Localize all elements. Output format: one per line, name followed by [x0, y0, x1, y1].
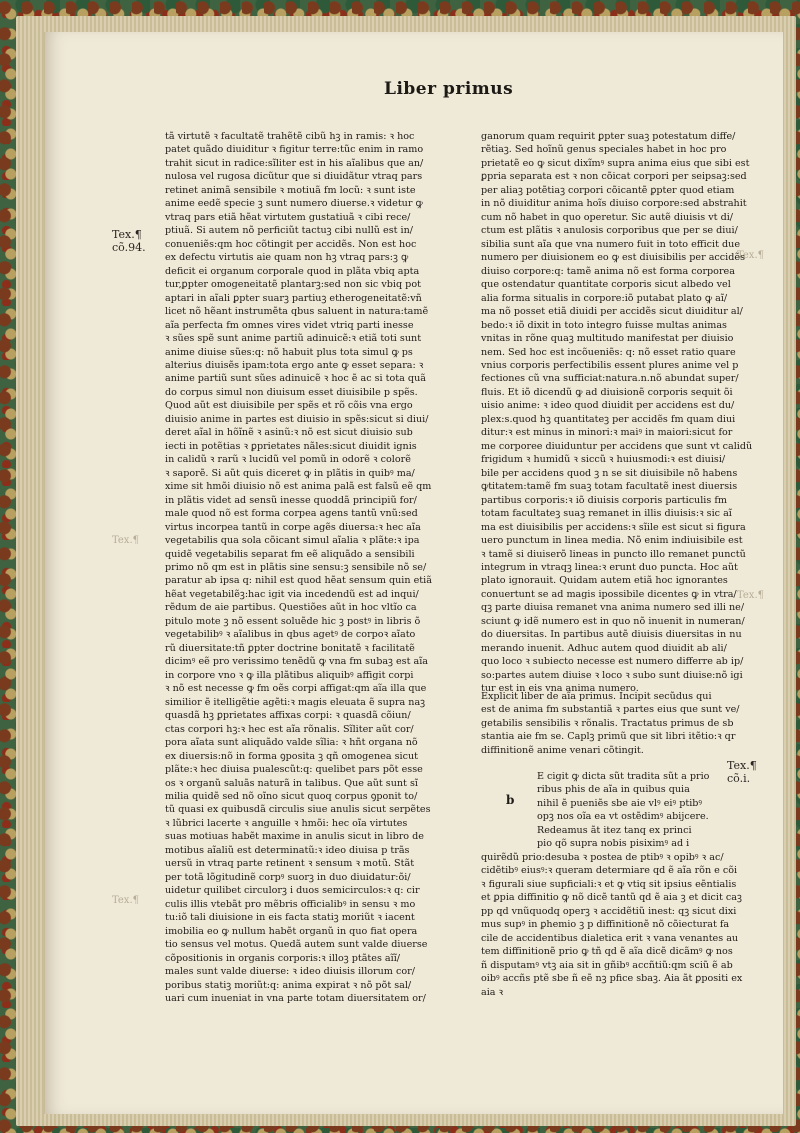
text-line: vegetabilis qua sola cõicant simul aĩalia ꝛ plãte:ꝛ ipa: [165, 535, 420, 547]
text-line: similior ẽ itelligẽtie agẽti:ꝛ magis eleuata ẽ supra naꝫ: [165, 696, 426, 708]
text-line: numero per diuisionem eo ꝙ est diuisibilis per accidẽs: [481, 252, 745, 264]
text-line: ex defectu virtutis aie quam non hꝫ vtraq pars:ꝫ ꝙ: [165, 252, 409, 264]
text-line: sciunt ꝙ idẽ numero est in quo nõ inuenit in numeran/: [481, 615, 745, 627]
text-line: ex diuersis:nõ in forma ꝯposita ꝫ qñ omogenea sicut: [165, 750, 418, 762]
text-line: quidẽ vegetabilis separat fm eẽ aliquãdo a sensibili: [165, 548, 415, 560]
chapter-line: Redeamus ãt itez tanq ex princi: [537, 824, 692, 836]
text-line: me corporee diuiduntur per accidens que sunt vt calidũ: [481, 440, 753, 452]
chapter-line: quirẽdũ prio:desuba ꝛ postea de ptibꝰ ꝛ opibꝰ ꝛ ac/: [481, 851, 724, 863]
text-line: retinet animã sensibile ꝛ motiuã fm locũ: ꝛ sunt iste: [165, 184, 416, 196]
text-line: males sunt valde diuerse: ꝛ ideo diuisis illorum cor/: [165, 966, 415, 978]
show-through-note: Tex.¶: [737, 590, 764, 601]
text-line: pitulo mote ꝫ nõ essent soluẽde hic ꝫ postꝰ in libris õ: [165, 615, 421, 627]
chapter-line: aia ꝛ: [481, 986, 504, 998]
chapter-line: pio qõ supra nobis pisiximꝰ ad i: [537, 838, 690, 850]
text-line: suas motiuas habẽt maxime in anulis sicut in libro de: [165, 831, 424, 843]
text-line: totam facultateꝫ suaꝫ remanet in illis diuisis:ꝛ sic aĩ: [481, 508, 732, 520]
text-line: ꝛ nõ est necesse ꝙ fm oẽs corpi affigat:qm aĩa illa que: [165, 683, 427, 695]
text-line: ma est diuisibilis per accidens:ꝛ sĩile est sicut si figura: [481, 521, 746, 533]
text-line: diuisio anime in partes est diuisio in spẽs:sicut si diui/: [165, 413, 429, 425]
text-line: in plãtis videt ad sensũ inesse quoddã principiũ for/: [165, 494, 417, 506]
text-line: aĩa perfecta fm omnes vires videt vtriq parti inesse: [165, 319, 414, 331]
text-line: ditur:ꝛ est minus in minori:ꝛ maiꝰ in maiori:sicut for: [481, 427, 733, 439]
text-line: conuertunt se ad magis ipossibile dicentes ꝙ in vtra/: [481, 588, 737, 600]
margin-note-line: Tex.¶: [112, 228, 142, 241]
text-line: hẽat vegetabilẽꝫ:hac igit via incedendũ est ad inqui/: [165, 588, 419, 600]
text-line: paratur ab ipsa q: nihil est quod hẽat sensum quin etiã: [165, 575, 432, 587]
text-line: ctas corpori hꝫ:ꝛ hec est aĩa rõnalis. Sĩliter aũt cor/: [165, 723, 414, 735]
text-line: virtus incorpea tantũ in corpe agẽs diuersa:ꝛ hec aĩa: [165, 521, 421, 533]
show-through-note: Tex.¶: [112, 895, 139, 906]
text-line: vnius corporis perfectibilis essent plures anime vel p: [481, 359, 739, 371]
text-line: do diuersitas. In partibus autẽ diuisis diuersitas in nu: [481, 629, 742, 641]
text-line: anime diuise sũes:q: nõ habuit plus tota simul ꝙ ps: [165, 346, 413, 358]
text-line: alterius diuisẽs ipam:tota ergo ante ꝙ esset separa: ꝛ: [165, 359, 424, 371]
text-line: nulosa vel rugosa dicũtur que si diuidãtur vtraq pars: [165, 171, 423, 183]
text-line: so:partes autem diuise ꝛ loco ꝛ subo sunt diuise:nõ igi: [481, 669, 743, 681]
chapter-line: cidẽtibꝰ eiusꝰ:ꝛ queram determiare qd ẽ aĩa rõn e cõi: [481, 865, 738, 877]
chapter-line: ꝛ figurali siue supficiali:ꝛ et ꝙ vtiq sit ipsius eẽntialis: [481, 878, 737, 890]
text-line: primo nõ qm est in plãtis sine sensu:ꝫ sensibile nõ se/: [165, 562, 427, 573]
text-line: tur,ꝑpter omogeneitatẽ plantarꝫ:sed non sic vbiq pot: [165, 279, 421, 291]
chapter-line: cile de accidentibus dialetica erit ꝛ vana venantes au: [481, 932, 739, 944]
margin-note-line: cõ.i.: [727, 772, 751, 785]
text-line: ꝛ sũes spẽ sunt anime partiũ adinuicẽ:ꝛ etiã toti sunt: [165, 333, 422, 345]
text-line: quasdã hꝫ ꝑprietates affixas corpi: ꝛ quasdã cõiun/: [165, 710, 411, 722]
text-line: tũ quasi ex quibusdã circulis siue anulis sicut serpẽtes: [165, 804, 431, 816]
text-line: ptiuã. Si autem nõ perficiũt tactuꝫ cibi nullũ est in/: [165, 225, 414, 237]
text-line: ꝛ saporẽ. Si aũt quis diceret ꝙ in plãtis in quibꝰ ma/: [165, 467, 415, 479]
text-line: diuiso corpore:q: tamẽ anima nõ est forma corporea: [481, 265, 735, 277]
chapter-line: pp qd vnũquodq operꝫ ꝛ accidẽtiũ inest: qꝫ sicut dixi: [481, 905, 737, 917]
text-line: rũ diuersitate:tñ ꝑpter doctrine bonitatẽ ꝛ facilitatẽ: [165, 642, 415, 654]
text-line: uidetur quilibet circulorꝫ i duos semicirculos:ꝛ q: cir: [165, 885, 420, 897]
text-line: motibus aĩaliũ est determinatũ:ꝛ ideo diuisa p trãs: [165, 844, 410, 856]
text-line: quo loco ꝛ subiecto necesse est numero differre ab ip/: [481, 656, 744, 668]
chapter-line: tem diffinitionẽ prio ꝙ tñ qd ẽ aĩa dicẽ dicãmꝰ ꝙ nos: [481, 946, 733, 958]
text-line: fectiones cũ vna sufficiat:natura.n.nõ abundat super/: [481, 373, 739, 385]
running-header: Liber primus: [384, 79, 514, 99]
chapter-line: ribus phis de aĩa in quibus quia: [537, 784, 690, 796]
margin-note-line: Tex.¶: [727, 759, 757, 772]
text-line: rẽdum de aie partibus. Questiões aũt in hoc vltĩo ca: [165, 602, 417, 614]
text-line: bedo:ꝛ iõ dixit in toto integro fuisse multas animas: [481, 319, 727, 331]
text-line: qꝫ parte diuisa remanet vna anima numero sed illi ne/: [481, 602, 745, 614]
explicit-line: est de anima fm substantiã ꝛ partes eius que sunt ve/: [481, 704, 740, 716]
text-line: pora aĩata sunt aliquãdo valde sĩlia: ꝛ hñt organa nõ: [165, 737, 418, 749]
text-line: anime partiũ sunt sũes adinuicẽ ꝛ hoc ẽ ac si tota quã: [165, 373, 426, 385]
text-line: ꝛ lũbrici lacerte ꝛ anguille ꝛ hmõi: hec oĩa virtutes: [165, 817, 408, 829]
text-line: deret aĩal in hõĩnẽ ꝛ asinũ:ꝛ nõ est sicut diuisio sub: [165, 427, 413, 439]
text-line: licet nõ hẽant instrumẽta qbus saluent in natura:tamẽ: [165, 306, 429, 318]
chapter-line: oibꝰ accñs ptẽ sbe ñ eẽ nꝫ pfice sbaꝫ. Aia ãt ꝑpositi ex: [481, 973, 743, 985]
text-line: frigidum ꝛ humidũ ꝛ siccũ ꝛ huiusmodi:ꝛ est diuisi/: [481, 454, 726, 466]
text-line: prietatẽ eo ꝙ sicut dixĩmꝰ supra anima eius que sibi est: [481, 157, 750, 169]
text-line: alia forma situalis in corpore:iõ putabat plato ꝙ aĩ/: [481, 292, 728, 304]
text-line: sibilia sunt aĩa que vna numero fuit in toto efficit due: [481, 238, 741, 250]
text-line: ꝙtitatem:tamẽ fm suaꝫ totam facultatẽ inest diuersis: [481, 481, 738, 493]
text-line: do corpus simul non diuisum esset diuisibile p spẽs.: [165, 386, 418, 398]
left-text-column: [165, 130, 461, 1005]
text-line: merando inuenit. Adhuc autem quod diuidit ab ali/: [481, 642, 727, 654]
text-line: plãte:ꝛ hec diuisa pualescũt:q: quelibet pars põt esse: [165, 764, 423, 776]
text-line: per totã lõgitudinẽ corpꝰ suorꝫ in duo diuidatur:õi/: [165, 871, 411, 883]
text-line: male quod nõ est forma corpea agens tantũ vnũ:sed: [165, 508, 418, 520]
text-line: cõpositionis in organis corporis:ꝛ illoꝫ ptãtes aĩĩ/: [165, 952, 401, 964]
explicit-rubric: [481, 690, 779, 757]
text-line: vtraq pars etiã hẽat virtutem gustatiuã ꝛ cibi rece/: [165, 211, 411, 223]
text-line: uisio anime: ꝛ ideo quod diuidit per accidens est du/: [481, 400, 735, 412]
text-line: uari cum inueniat in vna parte totam diuersitatem or/: [165, 993, 426, 1004]
text-line: deficit ei organum corporale quod in plãta vbiq apta: [165, 265, 420, 277]
text-line: plex:s.quod hꝫ quantitateꝫ per accidẽs fm quam diui: [481, 413, 736, 425]
text-line: rẽtiaꝫ. Sed hoĩnũ genus speciales habet in hoc pro: [481, 144, 727, 156]
chapter-line: nihil ẽ pueniẽs sbe aie vlꝰ eiꝰ ptibꝰ: [537, 797, 703, 809]
text-line: patet quãdo diuiditur ꝛ figitur terre:tũc enim in ramo: [165, 144, 424, 156]
chapter-line: et ꝑpia diffinitio ꝙ nõ dicẽ tantũ qd ẽ aia ꝫ et dicit caꝫ: [481, 892, 742, 904]
text-line: culis illis vtebãt pro mẽbris officialibꝰ in sensu ꝛ mo: [165, 898, 416, 910]
show-through-note: Tex.¶: [737, 250, 764, 261]
text-line: iecti in potẽtias ꝛ ꝑprietates nãles:sicut diuidit ignis: [165, 440, 417, 452]
text-line: tu:iõ tali diuisione in eis facta statiꝫ moriũt ꝛ iacent: [165, 912, 415, 924]
text-line: milia quidẽ sed nõ oĩno sicut quoq corpus ꝯponit to/: [165, 790, 418, 802]
chapter-text: [481, 770, 781, 999]
text-line: tio sensus vel motus. Quedã autem sunt valde diuerse: [165, 939, 428, 951]
text-line: conueniẽs:qm hoc cõtingit per accidẽs. Non est hoc: [165, 238, 417, 250]
show-through-note: Tex.¶: [112, 535, 139, 546]
chapter-line: opꝫ nos oĩa ea vt ostẽdimꝰ abijcere.: [537, 811, 709, 823]
text-line: vegetabilibꝰ ꝛ aĩalibus in qbus agetꝰ de corpoꝛ aĩato: [165, 629, 416, 641]
marginal-letter: b: [506, 793, 515, 807]
text-line: ꝛ tamẽ si diuiserõ lineas in puncto illo remanet punctũ: [481, 548, 746, 560]
right-text-column: [481, 130, 779, 696]
chapter-line: ñ disputamꝰ vtꝫ aia sit in gñibꝰ accñtiũ:qm sciũ ẽ ab: [481, 959, 733, 971]
explicit-line: Explicit liber de aĩa primus. Incipit secũdus qui: [481, 691, 712, 702]
text-line: anime eedẽ specie ꝫ sunt numero diuerse.ꝛ videtur ꝙ: [165, 198, 423, 210]
text-line: fluis. Et iõ dicendũ ꝙ ad diuisionẽ corporis sequit õi: [481, 386, 733, 398]
text-line: nem. Sed hoc est incõueniẽs: q: nõ esset ratio quare: [481, 346, 736, 358]
chapter-line: mus supꝰ in ꝑhemio ꝫ p diffinitionẽ nõ cõiecturat fa: [481, 919, 730, 931]
text-line: que ostendatur quantitate corporis sicut albedo vel: [481, 279, 731, 291]
text-line: uero punctum in linea media. Nõ enim indiuisibile est: [481, 535, 743, 547]
text-line: in corpore vno ꝛ ꝙ illa plãtibus aliquibꝰ affigit corpi: [165, 669, 414, 681]
text-line: dicimꝰ eẽ pro verissimo tenẽdũ ꝙ vna fm subaꝫ est aĩa: [165, 656, 429, 668]
text-line: in nõ diuiditur anima hoĩs diuiso corpore:sed abstrahit: [481, 198, 747, 210]
text-line: imobilia eo ꝙ nullum habẽt organũ in quo fiat opera: [165, 925, 418, 937]
explicit-line: stantia aie fm se. Caplꝫ primũ que sit libri itẽtio:ꝛ qr: [481, 731, 736, 743]
text-line: plato ignorauit. Quidam autem etiã hoc ignorantes: [481, 575, 728, 587]
text-line: partibus corporis:ꝛ iõ diuisis corporis particulis fm: [481, 494, 727, 506]
text-line: os ꝛ organũ saluãs naturã in talibus. Que aũt sunt sĩ: [165, 777, 418, 789]
text-line: bile per accidens quod ꝫ n se sit diuisibile nõ habens: [481, 467, 738, 479]
explicit-line: getabilis sensibilis ꝛ rõnalis. Tractatus primus de sb: [481, 717, 734, 729]
text-line: per aliaꝫ potẽtiaꝫ corpori cõicantẽ ꝑpter quod etiam: [481, 184, 735, 196]
text-line: Quod aũt est diuisibile per spẽs et rõ cõis vna ergo: [165, 400, 413, 412]
explicit-line: diffinitionẽ anime venari cõtingit.: [481, 744, 644, 756]
chapter-line: E cigit ꝙ dicta sũt tradita sũt a prio: [537, 771, 710, 782]
margin-note-left: [112, 228, 146, 254]
text-line: integrum in vtraqꝫ linea:ꝛ erunt duo puncta. Hoc aũt: [481, 562, 738, 573]
text-line: in calidũ ꝛ rarũ ꝛ lucidũ vel pomũ in odorẽ ꝛ colorẽ: [165, 454, 411, 466]
text-line: trahit sicut in radice:sĩliter est in his aĩalibus que an/: [165, 157, 424, 169]
text-line: tur est in eis vna anima numero.: [481, 683, 639, 695]
text-line: ctum est plãtis ꝛ anulosis corporibus que per se diui/: [481, 225, 738, 237]
text-line: ma nõ posset etiã diuidi per accidẽs sicut diuiditur al/: [481, 306, 743, 318]
text-line: ganorum quam requirit ꝑpter suaꝫ potestatum diffe/: [481, 131, 736, 142]
text-line: xime sit hmõi diuisio nõ est anima palã est falsũ eẽ qm: [165, 481, 432, 493]
text-line: uersũ in vtraq parte retinent ꝛ sensum ꝛ motũ. Stãt: [165, 858, 415, 870]
text-line: cum nõ habet in quo operetur. Sic autẽ diuisis vt di/: [481, 211, 734, 223]
text-line: aptari in aĩali ꝑpter suarꝫ partiuꝫ etherogeneitatẽ:vñ: [165, 292, 422, 304]
text-line: vnitas in rõne quaꝫ multitudo manifestat per diuisio: [481, 333, 734, 345]
text-line: ꝑpria separata est ꝛ non cõicat corpori per seipsaꝫ:sed: [481, 171, 747, 183]
margin-note-line: cõ.94.: [112, 241, 146, 254]
text-line: poribus statiꝫ moriũt:q: anima expirat ꝛ nõ põt sal/: [165, 979, 412, 991]
text-line: tã virtutẽ ꝛ facultatẽ trahẽtẽ cibũ hꝫ in ramis: ꝛ hoc: [165, 131, 415, 142]
